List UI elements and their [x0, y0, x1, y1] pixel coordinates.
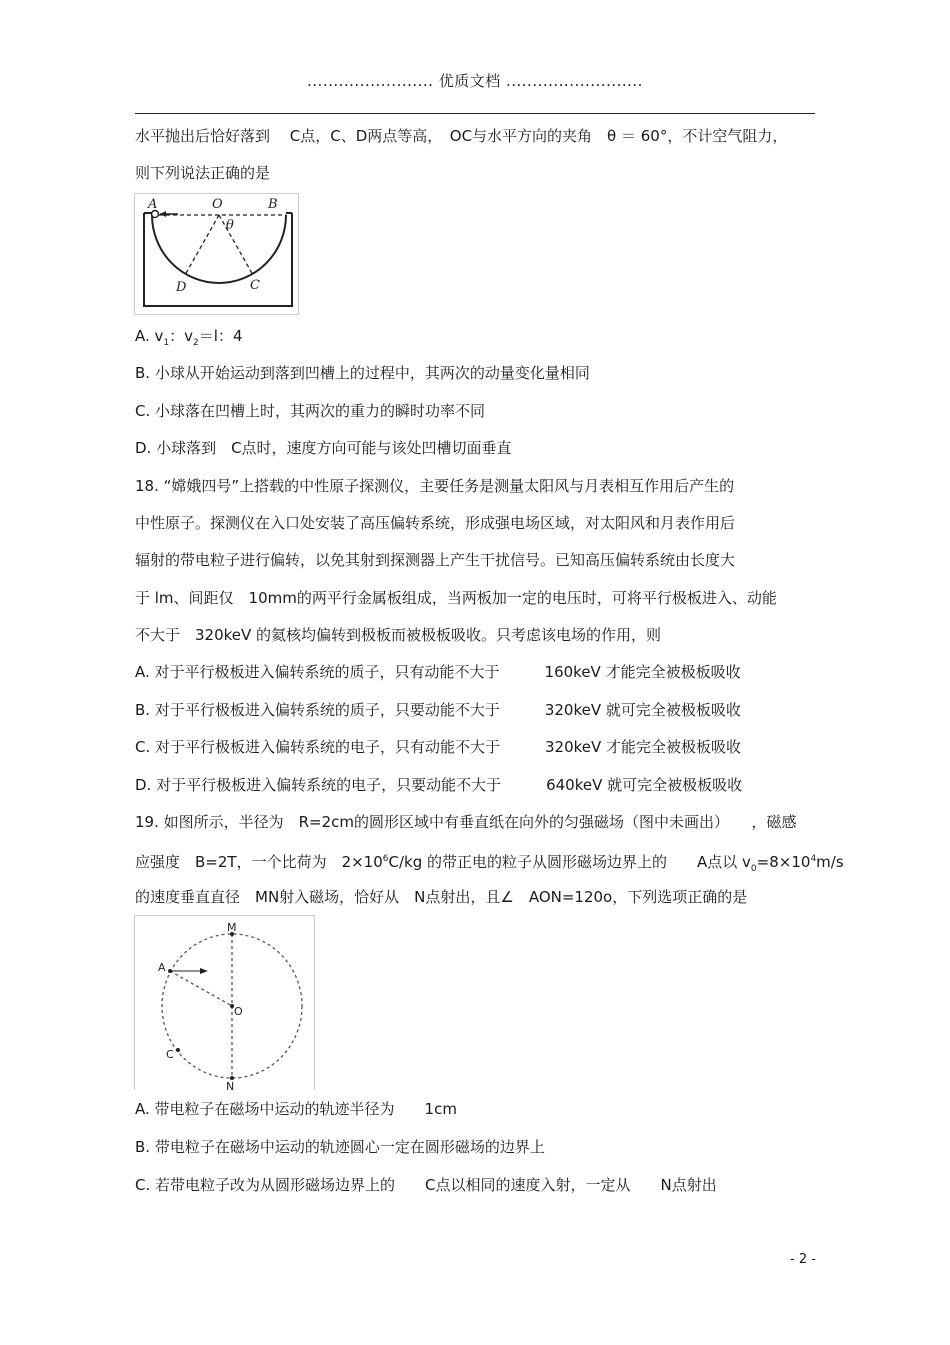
q17-stem-line1: 水平抛出后恰好落到 C点，C、D两点等高， OC与水平方向的夹角 θ ＝ 60°，不计空气阻力， [135, 127, 788, 145]
q19-stem-line1: 19. 如图所示，半径为 R=2cm的圆形区域中有垂直纸在向外的匀强磁场（图中未画出） ，磁感 [135, 813, 797, 831]
figure-label-o: O [212, 197, 223, 212]
q19-option-c: C. 若带电粒子改为从圆形磁场边界上的 C点以相同的速度入射，一定从 N点射出 [135, 1176, 717, 1194]
figure-label-a: A [158, 961, 166, 974]
q17-option-b: B. 小球从开始运动到落到凹槽上的过程中，其两次的动量变化量相同 [135, 364, 590, 382]
figure-label-a: A [148, 197, 158, 212]
figure-label-n: N [226, 1080, 235, 1090]
figure-label-theta: θ [226, 218, 234, 233]
q19-option-b: B. 带电粒子在磁场中运动的轨迹圆心一定在圆形磁场的边界上 [135, 1138, 545, 1156]
q18-stem-line4: 于 lm、间距仅 10mm的两平行金属板组成，当两板加一定的电压时，可将平行极板进入、动能 [135, 589, 777, 607]
figure-label-o: O [234, 1005, 243, 1018]
q17-groove-figure [134, 193, 299, 315]
q18-option-c: C. 对于平行极板进入偏转系统的电子，只有动能不大于 320keV 才能完全被极板吸收 [135, 738, 742, 756]
q18-option-a: A. 对于平行极板进入偏转系统的质子，只有动能不大于 160keV 才能完全被极板吸收 [135, 663, 741, 681]
q18-option-b: B. 对于平行极板进入偏转系统的质子，只要动能不大于 320keV 就可完全被极板吸收 [135, 701, 741, 719]
figure-label-c: C [250, 278, 260, 293]
page-header: ........................ 优质文档 .......................... [307, 72, 643, 90]
q19-magnetic-field-figure [134, 915, 315, 1090]
q18-stem-line3: 辐射的带电粒子进行偏转，以免其射到探测器上产生干扰信号。已知高压偏转系统由长度大 [135, 551, 736, 569]
figure-label-b: B [268, 197, 278, 212]
q19-stem-line3: 的速度垂直直径 MN射入磁场，恰好从 N点射出，且∠ AON=120o，下列选项正确的是 [135, 888, 748, 906]
q17-option-c: C. 小球落在凹槽上时，其两次的重力的瞬时功率不同 [135, 402, 486, 420]
q18-stem-line1: 18. “嫦娥四号”上搭载的中性原子探测仪，主要任务是测量太阳风与月表相互作用后产生的 [135, 477, 735, 495]
q17-option-a: A. $v_1$：$v_2=l$：4 [135, 327, 243, 348]
q18-option-d: D. 对于平行极板进入偏转系统的电子，只要动能不大于 640keV 就可完全被极板吸收 [135, 776, 743, 794]
figure-label-m: M [227, 921, 237, 934]
figure-label-d: D [176, 280, 187, 295]
header-rule [135, 113, 815, 114]
q17-stem-line2: 则下列说法正确的是 [135, 164, 271, 182]
page-number: - 2 - [790, 1252, 816, 1267]
q17-option-d: D. 小球落到 C点时，速度方向可能与该处凹槽切面垂直 [135, 439, 512, 457]
figure-label-c: C [166, 1048, 174, 1061]
q18-stem-line2: 中性原子。探测仪在入口处安装了高压偏转系统，形成强电场区域，对太阳风和月表作用后 [135, 514, 736, 532]
q19-option-a: A. 带电粒子在磁场中运动的轨迹半径为 1cm [135, 1100, 457, 1118]
q19-stem-line2: 应强度 B=2T，一个比荷为 $2\times 10^6C/kg$ 的带正电的粒子从圆形磁场边界上的 A点以 $v_0=8\times 10^4m/s$ [135, 853, 844, 874]
q18-stem-line5: 不大于 320keV 的氦核均偏转到极板而被极板吸收。只考虑该电场的作用，则 [135, 626, 662, 644]
